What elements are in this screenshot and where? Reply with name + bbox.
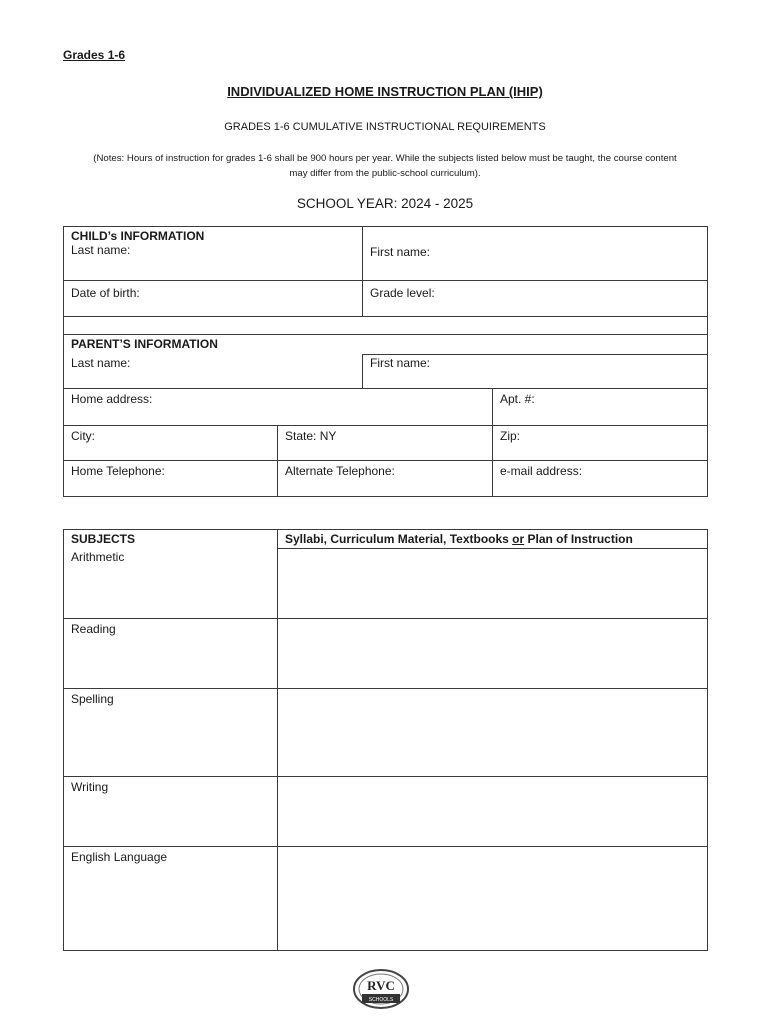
child-info-table (63, 226, 708, 335)
subject-reading-plan-cell[interactable] (278, 619, 708, 689)
home-telephone-cell[interactable] (64, 461, 278, 497)
notes-paragraph (63, 151, 707, 181)
syllabi-header-or: or (512, 532, 525, 546)
subject-row-label-cell (64, 847, 278, 951)
alt-telephone-cell[interactable] (278, 461, 493, 497)
subjects-table (63, 529, 708, 951)
subjects-header-cell (64, 530, 278, 549)
subjects-column-header: SUBJECTS (71, 532, 136, 546)
child-last-name-cell[interactable] (64, 227, 363, 281)
parent-info-table (63, 334, 708, 497)
spacer-row (64, 317, 708, 335)
logo-subtext: SCHOOLS (368, 997, 394, 1003)
home-telephone-label: Home Telephone: (71, 464, 165, 478)
child-dob-label: Date of birth: (71, 286, 140, 300)
subject-reading-label: Reading (71, 622, 116, 636)
zip-label: Zip: (500, 429, 521, 443)
parent-section-title: PARENT’S INFORMATION (71, 337, 218, 351)
child-first-name-label: First name: (370, 245, 431, 259)
alt-telephone-label: Alternate Telephone: (285, 464, 395, 478)
city-label: City: (71, 429, 95, 443)
parent-title-cell (64, 335, 708, 355)
home-address-label: Home address: (71, 392, 153, 406)
parent-last-name-label: Last name: (71, 355, 131, 370)
child-section-title: CHILD’s INFORMATION (71, 229, 205, 243)
parent-first-name-label: First name: (370, 356, 431, 370)
syllabi-header-part1: Syllabi, Curriculum Material, Textbooks (285, 532, 513, 546)
email-cell[interactable] (493, 461, 708, 497)
subject-writing-plan-cell[interactable] (278, 777, 708, 847)
subject-spelling-label: Spelling (71, 692, 114, 706)
child-grade-cell[interactable] (363, 281, 708, 317)
subject-english-plan-cell[interactable] (278, 847, 708, 951)
subject-spelling-plan-cell[interactable] (278, 689, 708, 777)
home-address-cell[interactable] (64, 389, 493, 426)
zip-cell[interactable] (493, 426, 708, 461)
apt-label: Apt. #: (500, 392, 535, 406)
page-title: INDIVIDUALIZED HOME INSTRUCTION PLAN (IHIP) (227, 84, 543, 99)
subject-row-label-cell (64, 619, 278, 689)
subject-english-label: English Language (71, 850, 168, 864)
subject-writing-label: Writing (71, 780, 109, 794)
subject-row-label-cell (64, 689, 278, 777)
syllabi-column-header (285, 532, 700, 546)
email-label: e-mail address: (500, 464, 583, 478)
school-year: SCHOOL YEAR: 2024 - 2025 (296, 196, 474, 211)
subject-row-label-cell (64, 549, 278, 619)
city-cell[interactable] (64, 426, 278, 461)
child-dob-cell[interactable] (64, 281, 363, 317)
syllabi-header-part2: Plan of Instruction (524, 532, 633, 546)
state-cell[interactable] (278, 426, 493, 461)
notes-line-2: may differ from the public-school curriculum). (289, 168, 481, 179)
grades-tag: Grades 1-6 (63, 48, 126, 62)
logo-text: RVC (367, 978, 395, 993)
subject-row-label-cell (64, 777, 278, 847)
apt-cell[interactable] (493, 389, 708, 426)
state-label: State: NY (285, 429, 337, 443)
notes-line-1: (Notes: Hours of instruction for grades 1-6 shall be 900 hours per year. While the subjects listed below must be taught, the course content (93, 153, 677, 164)
rvc-schools-logo (352, 968, 410, 1010)
subject-arithmetic-plan-cell[interactable] (278, 549, 708, 619)
child-first-name-cell[interactable] (363, 227, 708, 281)
page-subtitle: GRADES 1-6 CUMULATIVE INSTRUCTIONAL REQUIREMENTS (224, 121, 546, 133)
syllabi-header-cell (278, 530, 708, 549)
parent-first-name-cell[interactable] (363, 355, 708, 389)
subject-arithmetic-label: Arithmetic (71, 549, 125, 564)
child-last-name-label: Last name: (71, 243, 131, 257)
parent-last-name-cell[interactable] (64, 355, 363, 389)
child-grade-label: Grade level: (370, 286, 435, 300)
